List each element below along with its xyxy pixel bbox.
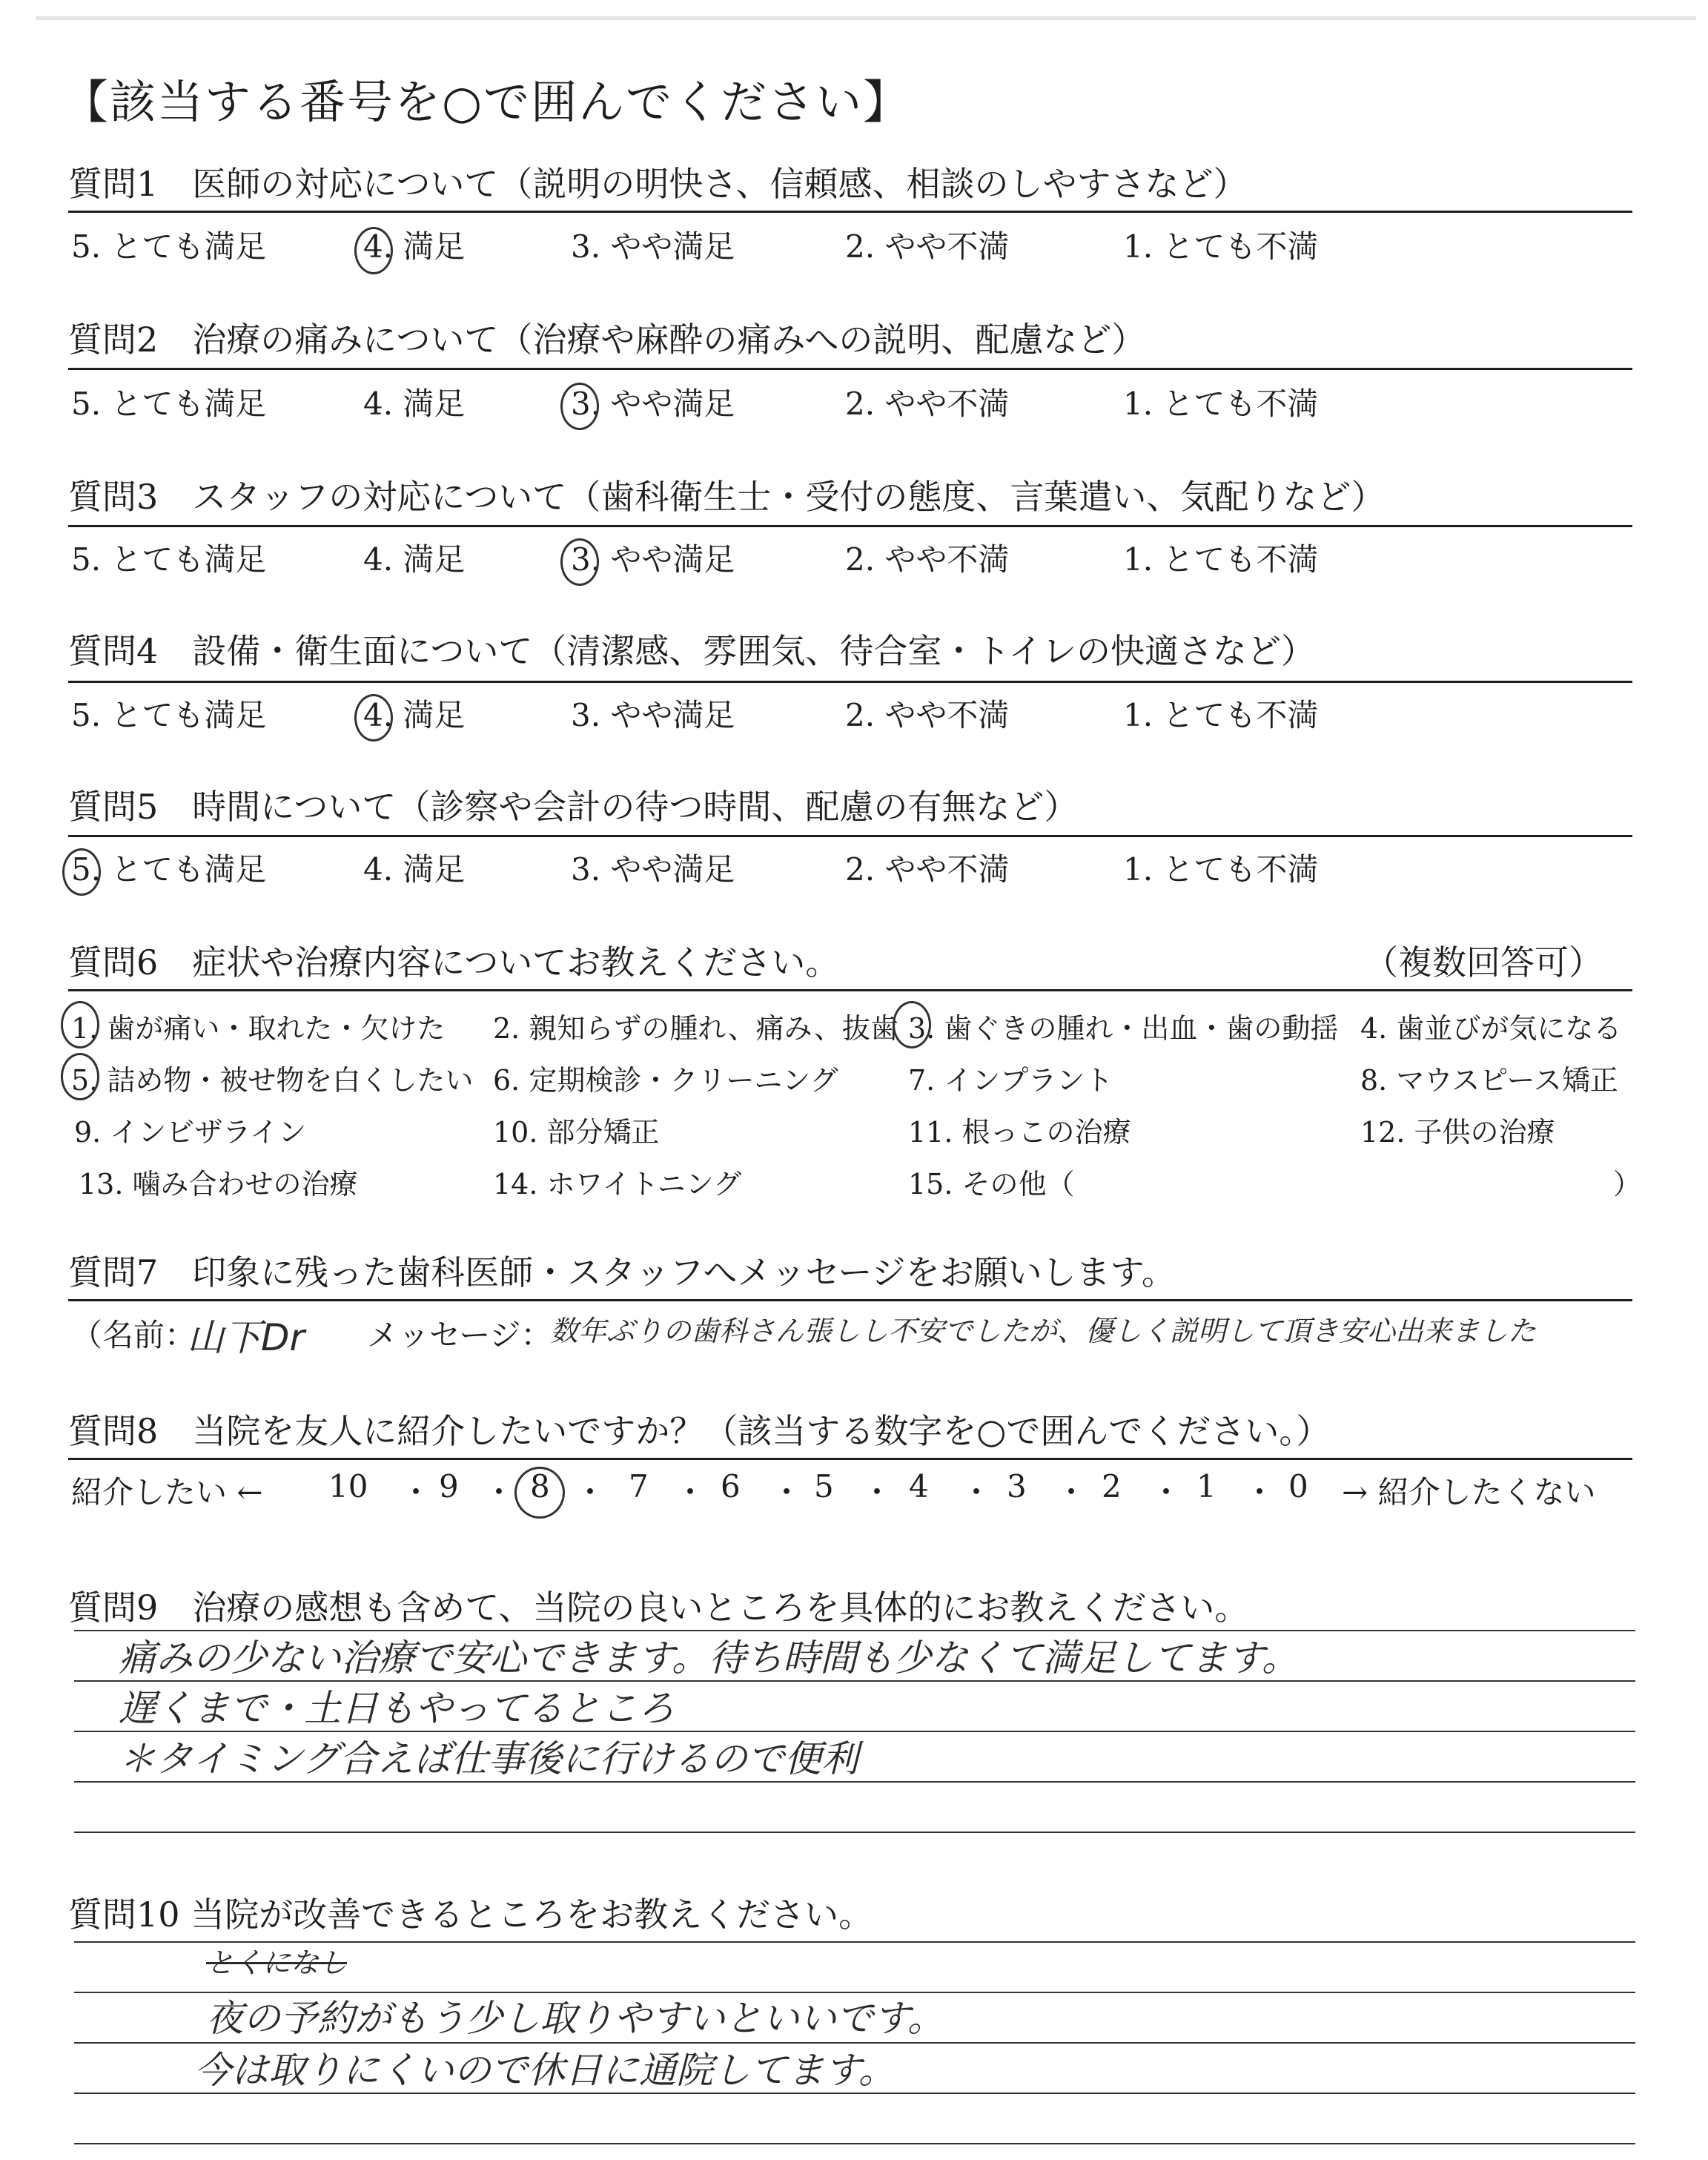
q6-option-2[interactable]: 2. 親知らずの腫れ、痛み、抜歯 <box>493 1012 898 1045</box>
q6-option-7[interactable]: 7. インプラント <box>908 1064 1113 1097</box>
q6-multiple-note: （複数回答可） <box>1364 942 1603 982</box>
q7-message-value[interactable]: 数年ぶりの歯科さん張しし不安でしたが、優しく説明して頂き安心出来ました <box>550 1315 1537 1347</box>
q8-score-3[interactable]: 3 <box>1007 1468 1027 1505</box>
q2-option-1[interactable]: 1. とても不満 <box>1123 386 1319 422</box>
q8-score-1[interactable]: 1 <box>1196 1468 1217 1505</box>
q4-option-3[interactable]: 3. やや満足 <box>571 697 735 733</box>
q1-option-3[interactable]: 3. やや満足 <box>571 228 735 265</box>
q9-answer-line-2[interactable]: 遅くまで・土日もやってるところ <box>119 1687 675 1730</box>
q2-option-4[interactable]: 4. 満足 <box>363 386 466 422</box>
q8-score-7[interactable]: 7 <box>629 1468 649 1505</box>
q8-sep-9: ・ <box>1151 1474 1182 1510</box>
q4-option-5[interactable]: 5. とても満足 <box>71 697 267 733</box>
q6-answer-circle-3 <box>893 1001 931 1048</box>
q4-rule <box>68 681 1632 683</box>
q10-title: 質問10 当院が改善できるところをお教えください。 <box>68 1895 873 1935</box>
q3-title: 質問3 スタッフの対応について（歯科衛生士・受付の態度、言葉遣い、気配りなど） <box>68 477 1386 517</box>
q6-option-5[interactable]: 5. 詰め物・被せ物を白くしたい <box>71 1064 474 1097</box>
q6-option-14[interactable]: 14. ホワイトニング <box>493 1168 742 1200</box>
q8-sep-2: ・ <box>483 1474 515 1510</box>
q8-sep-5: ・ <box>771 1474 803 1510</box>
q6-option-13[interactable]: 13. 噛み合わせの治療 <box>79 1168 358 1200</box>
q9-answer-line-3[interactable]: ＊タイミング合えば仕事後に行けるので便利 <box>119 1737 858 1780</box>
q4-answer-circle <box>354 694 393 742</box>
q6-option-1[interactable]: 1. 歯が痛い・取れた・欠けた <box>71 1012 446 1045</box>
q2-rule <box>68 368 1632 370</box>
q10-line-5 <box>74 2143 1635 2144</box>
q5-option-4[interactable]: 4. 満足 <box>363 851 466 888</box>
q6-other-close-paren: ） <box>1613 1168 1642 1200</box>
q2-option-3[interactable]: 3. やや満足 <box>571 386 735 422</box>
q8-right-label: → 紹介したくない <box>1342 1474 1596 1510</box>
q2-title: 質問2 治療の痛みについて（治療や麻酔の痛みへの説明、配慮など） <box>68 320 1146 360</box>
q8-sep-1: ・ <box>400 1474 432 1510</box>
q10-answer-line-1[interactable]: 夜の予約がもう少し取りやすいといいです。 <box>206 1997 944 2040</box>
q9-line-5 <box>74 1832 1635 1833</box>
q1-answer-circle <box>354 227 393 274</box>
q5-option-1[interactable]: 1. とても不満 <box>1123 851 1319 888</box>
q5-answer-circle <box>62 848 101 896</box>
q8-sep-3: ・ <box>575 1474 606 1510</box>
q2-answer-circle <box>560 383 599 430</box>
q6-option-8[interactable]: 8. マウスピース矯正 <box>1360 1064 1618 1097</box>
q8-sep-4: ・ <box>675 1474 706 1510</box>
q6-title: 質問6 症状や治療内容についてお教えください。 <box>68 942 840 982</box>
q6-option-6[interactable]: 6. 定期検診・クリーニング <box>493 1064 838 1097</box>
q9-answer-line-1[interactable]: 痛みの少ない治療で安心できます。待ち時間も少なくて満足してます。 <box>119 1636 1299 1680</box>
q5-title: 質問5 時間について（診察や会計の待つ時間、配慮の有無など） <box>68 787 1079 827</box>
q3-rule <box>68 525 1632 527</box>
q8-sep-7: ・ <box>961 1474 993 1510</box>
scan-edge <box>36 16 1696 20</box>
q5-option-5[interactable]: 5. とても満足 <box>71 851 267 888</box>
q8-score-8[interactable]: 8 <box>530 1468 550 1505</box>
q8-score-5[interactable]: 5 <box>814 1468 834 1505</box>
q4-option-1[interactable]: 1. とても不満 <box>1123 697 1319 733</box>
q8-rule <box>68 1458 1632 1460</box>
q6-option-4[interactable]: 4. 歯並びが気になる <box>1360 1012 1622 1045</box>
q3-option-4[interactable]: 4. 満足 <box>363 541 466 578</box>
q6-option-3[interactable]: 3. 歯ぐきの腫れ・出血・歯の動揺 <box>908 1012 1339 1045</box>
q1-rule <box>68 211 1632 213</box>
q5-option-2[interactable]: 2. やや不満 <box>845 851 1010 888</box>
q8-sep-8: ・ <box>1056 1474 1088 1510</box>
q9-title: 質問9 治療の感想も含めて、当院の良いところを具体的にお教えください。 <box>68 1588 1249 1628</box>
q1-option-2[interactable]: 2. やや不満 <box>845 228 1010 265</box>
q6-option-15[interactable]: 15. その他（ <box>908 1168 1075 1200</box>
q8-score-0[interactable]: 0 <box>1288 1468 1308 1505</box>
q7-rule <box>68 1299 1632 1301</box>
q8-score-9[interactable]: 9 <box>439 1468 459 1505</box>
q6-answer-circle-1 <box>61 1001 99 1048</box>
q7-message-label: メッセージ： <box>367 1317 552 1353</box>
q4-option-4[interactable]: 4. 満足 <box>363 697 466 733</box>
q5-rule <box>68 835 1632 837</box>
q7-name-value[interactable]: 山下Dr <box>187 1316 305 1359</box>
q8-score-4[interactable]: 4 <box>909 1468 929 1505</box>
q1-option-1[interactable]: 1. とても不満 <box>1123 228 1319 265</box>
q2-option-5[interactable]: 5. とても満足 <box>71 386 267 422</box>
q1-option-4[interactable]: 4. 満足 <box>363 228 466 265</box>
q8-sep-6: ・ <box>861 1474 893 1510</box>
q8-answer-circle <box>514 1467 565 1519</box>
q6-rule <box>68 989 1632 991</box>
q3-option-5[interactable]: 5. とても満足 <box>71 541 267 578</box>
q7-title: 質問7 印象に残った歯科医師・スタッフへメッセージをお願いします。 <box>68 1252 1176 1292</box>
page-title: 【該当する番号を○で囲んでください】 <box>62 75 911 129</box>
q8-score-10[interactable]: 10 <box>328 1468 368 1505</box>
q6-option-10[interactable]: 10. 部分矯正 <box>493 1116 660 1149</box>
q2-option-2[interactable]: 2. やや不満 <box>845 386 1010 422</box>
q8-title: 質問8 当院を友人に紹介したいですか？（該当する数字を○で囲んでください。） <box>68 1411 1331 1451</box>
q8-left-label: 紹介したい ← <box>71 1474 263 1510</box>
q4-option-2[interactable]: 2. やや不満 <box>845 697 1010 733</box>
q3-option-3[interactable]: 3. やや満足 <box>571 541 735 578</box>
q6-answer-circle-5 <box>61 1053 99 1100</box>
q3-option-2[interactable]: 2. やや不満 <box>845 541 1010 578</box>
q7-name-label: （名前： <box>71 1317 196 1353</box>
q10-answer-struck[interactable]: とくになし <box>206 1946 348 1979</box>
q1-title: 質問1 医師の対応について（説明の明快さ、信頼感、相談のしやすさなど） <box>68 164 1248 204</box>
q3-option-1[interactable]: 1. とても不満 <box>1123 541 1319 578</box>
q10-answer-line-2[interactable]: 今は取りにくいので休日に通院してます。 <box>194 2049 896 2092</box>
q5-option-3[interactable]: 3. やや満足 <box>571 851 735 888</box>
q6-option-9[interactable]: 9. インビザライン <box>74 1116 307 1149</box>
q3-answer-circle <box>560 538 599 586</box>
q4-title: 質問4 設備・衛生面について（清潔感、雰囲気、待合室・トイレの快適さなど） <box>68 631 1316 671</box>
q8-score-2[interactable]: 2 <box>1102 1468 1122 1505</box>
q6-option-12[interactable]: 12. 子供の治療 <box>1360 1116 1555 1149</box>
q8-score-6[interactable]: 6 <box>721 1468 741 1505</box>
q1-option-5[interactable]: 5. とても満足 <box>71 228 267 265</box>
q6-option-11[interactable]: 11. 根っこの治療 <box>908 1116 1131 1149</box>
q8-sep-10: ・ <box>1244 1474 1276 1510</box>
